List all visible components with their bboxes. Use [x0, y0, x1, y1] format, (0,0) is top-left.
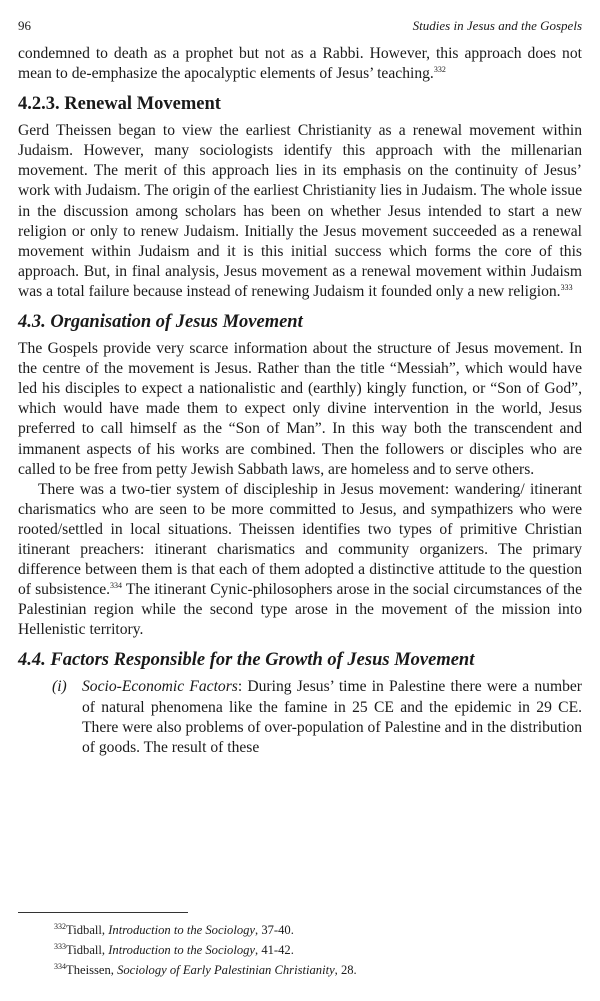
page-header [18, 18, 582, 44]
intro-text: condemned to death as a prophet but not as a Rabbi. However, this approach does not mean to de-emphasize the apocalyptic elements of Jesus’ teaching. [18, 45, 582, 83]
footnote-pages: , 28. [334, 963, 357, 978]
footnote-author: Tidball, [66, 943, 109, 958]
footnote-pages: , 41-42. [255, 943, 294, 958]
footnote-author: Theissen, [66, 963, 118, 978]
factor-text [82, 677, 582, 757]
footnote-divider [18, 912, 188, 913]
footnote-pages: , 37-40. [255, 923, 294, 937]
footnote [54, 920, 574, 940]
footnote-number: 332 [54, 921, 66, 931]
section-heading-organisation: 4.3. Organisation of Jesus Movement [18, 312, 303, 333]
footnote-ref-333[interactable]: 333 [560, 282, 573, 292]
organisation-paragraph-2 [18, 480, 582, 641]
factor-item [52, 677, 582, 757]
footnote-ref-334[interactable]: 334 [110, 580, 123, 590]
footnote-title: Sociology of Early Palestinian Christianity [117, 963, 335, 978]
footnotes [54, 920, 574, 981]
running-title: Studies in Jesus and the Gospels [412, 18, 582, 33]
page-number: 96 [18, 18, 31, 33]
organisation-text-b: The itinerant Cynic-philosophers arose in the social circumstances of the Palestinian region while the second type arose in the movement of the mission into Hellenistic territory. [18, 581, 582, 639]
footnote-ref-332[interactable]: 332 [433, 64, 446, 74]
book-page [18, 18, 582, 758]
section-heading-renewal-movement: 4.2.3. Renewal Movement [18, 94, 221, 115]
factor-list [52, 677, 582, 757]
footnote-title: Introduction to the Sociology [108, 943, 256, 958]
footnote-author: Tidball, [66, 923, 109, 937]
renewal-paragraph [18, 121, 582, 302]
factor-body: : During Jesus’ time in Palestine there were a number of natural phenomena like the famine in 25 CE and the epidemic in 29 CE. There were also problems of over-population of Palestine and in the distribution of goods. The result of these [82, 678, 582, 756]
footnote [54, 940, 574, 960]
section-heading-factors: 4.4. Factors Responsible for the Growth of Jesus Movement [18, 650, 475, 671]
footnote-number: 333 [54, 942, 66, 952]
factor-label: (i) [52, 678, 67, 696]
factor-title: Socio-Economic Factors [82, 678, 238, 696]
intro-paragraph [18, 44, 582, 84]
renewal-text: Gerd Theissen began to view the earliest Christianity as a renewal movement within Judaism. However, many sociologists identify this approach with the millenarian movement. The merit of this approach lies in its emphasis on the continuity of Jesus’ work with Judaism. The origin of the earliest Christianity lies in Judaism. The whole issue in the discussion among scholars has been on whether Jesus intended to start a new religion or only to renew Judaism. Initially the Jesus movement succeeded as a renewal movement within Judaism and it is this initial success which forms the core of this approach. But, in final analysis, Jesus movement as a renewal movement within Judaism was a total failure because instead of renewing Judaism it founded only a new religion. [18, 122, 582, 300]
organisation-text-a: There was a two-tier system of discipleship in Jesus movement: wandering/ itinerant charismatics who are seen to be more committed to Jesus, and sympathizers who were rooted/settled in local situations. Theissen identifies two types of primitive Christian itinerant preachers: itinerant charismatics and community organizers. The primary difference between them is that each of them adopted a distinctive attitude to the question of subsistence. [18, 480, 582, 599]
footnote-title: Introduction to the Sociology [108, 923, 256, 937]
footnote-number: 334 [54, 962, 66, 972]
organisation-paragraph-1: The Gospels provide very scarce information about the structure of Jesus movement. In the centre of the movement is Jesus. Rather than the title “Messiah”, which would have led his disciples to expect a nationalistic and (earthly) kingly function, or “Son of God”, which would have made them to expect only divine intervention in the world, Jesus preferred to call himself as the “Son of Man”. In this way both the transcendent and immanent aspects of his works are combined. Then the followers or disciples who are called to be free from petty Jewish Sabbath laws, are homeless and to serve others. [18, 340, 582, 478]
footnote [54, 960, 574, 980]
